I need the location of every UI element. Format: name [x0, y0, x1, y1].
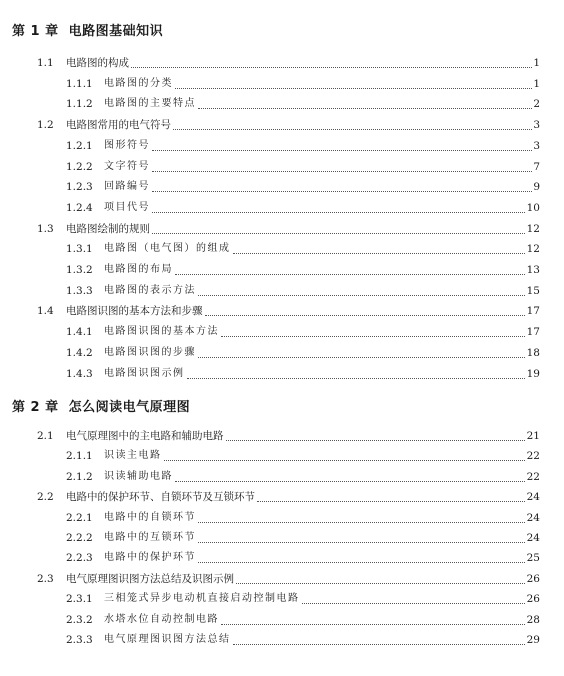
- dot-leader: [152, 200, 525, 213]
- dot-leader: [131, 55, 532, 68]
- entry-title: 识读主电路: [104, 450, 162, 462]
- entry-page-number: 17: [526, 326, 540, 339]
- entry-number: 1.3.2: [66, 264, 93, 276]
- dot-leader: [221, 324, 525, 337]
- toc-subsection-entry[interactable]: [0, 612, 564, 628]
- entry-page-number: 29: [526, 634, 540, 646]
- entry-title: 电路图的布局: [104, 264, 173, 275]
- entry-number: 2.3: [37, 572, 54, 585]
- toc-subsection-entry[interactable]: [0, 550, 564, 566]
- entry-title: 电路中的互锁环节: [104, 532, 196, 543]
- entry-page-number: 1: [533, 57, 540, 69]
- entry-page-number: 24: [526, 532, 540, 544]
- entry-page-number: 10: [526, 201, 540, 214]
- entry-title: 图形符号: [104, 139, 150, 151]
- entry-title: 电路图识图示例: [104, 367, 185, 379]
- entry-title: 电路中的保护环节、自锁环节及互锁环节: [66, 491, 255, 504]
- dot-leader: [175, 469, 525, 482]
- entry-title: 三相笼式异步电动机直接启动控制电路: [104, 593, 300, 605]
- entry-number: 1.4.3: [66, 367, 93, 380]
- toc-section-entry[interactable]: [0, 117, 564, 133]
- entry-number: 1.2.4: [66, 201, 93, 214]
- entry-title: 电路图的主要特点: [104, 98, 196, 110]
- entry-title: 电路图常用的电气符号: [66, 119, 171, 132]
- entry-title: 电路中的自锁环节: [104, 511, 196, 523]
- entry-page-number: 12: [526, 243, 540, 256]
- dot-leader: [198, 510, 525, 523]
- entry-number: 1.3.1: [66, 243, 93, 256]
- entry-page-number: 26: [526, 572, 540, 585]
- entry-number: 1.1.1: [66, 77, 93, 90]
- toc-subsection-entry[interactable]: [0, 96, 564, 112]
- entry-page-number: 15: [526, 284, 540, 297]
- toc-subsection-entry[interactable]: [0, 591, 564, 607]
- dot-leader: [233, 632, 525, 645]
- entry-number: 2.2.1: [66, 511, 93, 524]
- entry-title: 电路图识图的基本方法: [104, 326, 219, 338]
- entry-page-number: 2: [533, 98, 540, 111]
- toc-section-entry[interactable]: [0, 571, 564, 587]
- entry-number: 1.2.2: [66, 160, 93, 173]
- dot-leader: [236, 571, 525, 584]
- entry-page-number: 13: [526, 264, 540, 276]
- entry-page-number: 22: [526, 450, 540, 463]
- entry-title: 电路图（电气图）的组成: [104, 243, 231, 255]
- entry-page-number: 28: [526, 613, 540, 626]
- dot-leader: [198, 96, 532, 109]
- toc-subsection-entry[interactable]: [0, 76, 564, 92]
- entry-number: 1.1: [37, 57, 54, 69]
- dot-leader: [152, 159, 532, 172]
- entry-page-number: 1: [533, 77, 540, 90]
- entry-number: 2.2.2: [66, 532, 93, 544]
- entry-page-number: 25: [526, 552, 540, 565]
- entry-title: 电气原理图中的主电路和辅助电路: [66, 430, 224, 442]
- toc-subsection-entry[interactable]: [0, 530, 564, 546]
- toc-subsection-entry[interactable]: [0, 510, 564, 526]
- dot-leader: [302, 591, 525, 604]
- entry-page-number: 22: [526, 470, 540, 483]
- dot-leader: [152, 179, 532, 192]
- dot-leader: [198, 283, 525, 296]
- entry-page-number: 17: [526, 305, 540, 318]
- toc-subsection-entry[interactable]: [0, 366, 564, 382]
- entry-number: 2.3.2: [66, 613, 93, 626]
- dot-leader: [198, 345, 525, 358]
- toc-subsection-entry[interactable]: [0, 179, 564, 195]
- chapter-number: 第 1 章: [12, 24, 59, 39]
- toc-subsection-entry[interactable]: [0, 345, 564, 361]
- entry-page-number: 9: [533, 181, 540, 194]
- toc-subsection-entry[interactable]: [0, 138, 564, 154]
- toc-subsection-entry[interactable]: [0, 324, 564, 340]
- entry-title: 识读辅助电路: [104, 470, 173, 482]
- entry-title: 电路图的分类: [104, 77, 173, 89]
- toc-section-entry[interactable]: [0, 303, 564, 319]
- dot-leader: [173, 117, 532, 130]
- entry-number: 2.1.1: [66, 450, 93, 463]
- entry-title: 电气原理图识图方法总结: [104, 634, 231, 645]
- entry-number: 1.3: [37, 222, 54, 235]
- toc-section-entry[interactable]: [0, 428, 564, 444]
- chapter-title: 电路图基础知识: [68, 24, 164, 39]
- entry-number: 2.3.3: [66, 634, 93, 646]
- dot-leader: [221, 612, 525, 625]
- entry-number: 2.1.2: [66, 470, 93, 483]
- entry-title: 电路图的表示方法: [104, 284, 196, 296]
- entry-title: 电路图识图的步骤: [104, 346, 196, 358]
- entry-number: 2.1: [37, 430, 54, 442]
- entry-number: 1.3.3: [66, 284, 93, 297]
- dot-leader: [164, 448, 525, 461]
- entry-number: 2.2.3: [66, 552, 93, 565]
- entry-page-number: 24: [526, 511, 540, 524]
- dot-leader: [198, 530, 525, 543]
- toc-subsection-entry[interactable]: [0, 469, 564, 485]
- entry-title: 电气原理图识图方法总结及识图示例: [66, 572, 234, 585]
- dot-leader: [175, 76, 532, 89]
- entry-title: 水塔水位自动控制电路: [104, 613, 219, 625]
- entry-number: 2.2: [37, 491, 54, 504]
- entry-number: 1.2: [37, 119, 54, 132]
- toc-subsection-entry[interactable]: [0, 632, 564, 648]
- entry-title: 电路中的保护环节: [104, 552, 196, 564]
- toc-subsection-entry[interactable]: [0, 241, 564, 257]
- entry-number: 1.4: [37, 305, 54, 318]
- entry-page-number: 19: [526, 367, 540, 380]
- entry-title: 电路图的构成: [66, 57, 129, 69]
- toc-subsection-entry[interactable]: [0, 200, 564, 216]
- chapter-title: 怎么阅读电气原理图: [68, 400, 191, 415]
- chapter-number: 第 2 章: [12, 400, 59, 415]
- entry-number: 1.4.1: [66, 326, 93, 339]
- toc-section-entry[interactable]: [0, 221, 564, 237]
- entry-page-number: 26: [526, 593, 540, 606]
- chapter-heading: [12, 396, 190, 415]
- entry-page-number: 21: [526, 430, 540, 442]
- dot-leader: [152, 221, 525, 234]
- entry-page-number: 24: [526, 491, 540, 504]
- toc-section-entry[interactable]: [0, 55, 564, 71]
- entry-title: 回路编号: [104, 181, 150, 193]
- toc-section-entry[interactable]: [0, 489, 564, 505]
- dot-leader: [226, 428, 525, 441]
- dot-leader: [198, 550, 525, 563]
- toc-subsection-entry[interactable]: [0, 448, 564, 464]
- dot-leader: [152, 138, 532, 151]
- dot-leader: [233, 241, 525, 254]
- entry-title: 电路图识图的基本方法和步骤: [66, 305, 203, 318]
- entry-page-number: 18: [526, 346, 540, 359]
- entry-page-number: 3: [533, 119, 540, 132]
- entry-number: 1.2.1: [66, 139, 93, 152]
- toc-subsection-entry[interactable]: [0, 262, 564, 278]
- entry-page-number: 3: [533, 139, 540, 152]
- entry-title: 电路图绘制的规则: [66, 222, 150, 235]
- toc-subsection-entry[interactable]: [0, 283, 564, 299]
- entry-page-number: 12: [526, 222, 540, 235]
- dot-leader: [175, 262, 525, 275]
- entry-number: 1.4.2: [66, 346, 93, 359]
- entry-title: 项目代号: [104, 201, 150, 213]
- entry-number: 1.1.2: [66, 98, 93, 111]
- entry-title: 文字符号: [104, 160, 150, 172]
- dot-leader: [205, 303, 525, 316]
- entry-number: 2.3.1: [66, 593, 93, 606]
- entry-number: 1.2.3: [66, 181, 93, 194]
- dot-leader: [257, 489, 525, 502]
- dot-leader: [187, 366, 525, 379]
- toc-subsection-entry[interactable]: [0, 159, 564, 175]
- entry-page-number: 7: [533, 160, 540, 173]
- chapter-heading: [12, 20, 163, 39]
